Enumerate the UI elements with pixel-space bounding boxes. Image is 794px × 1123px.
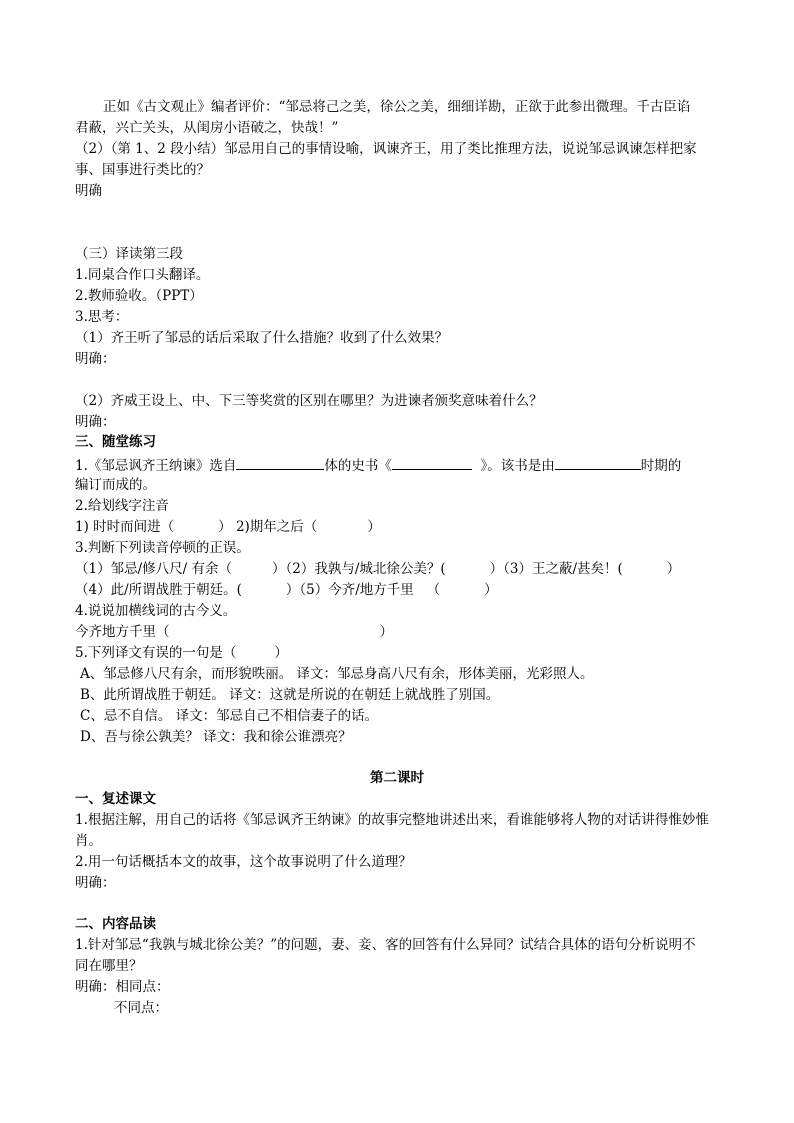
exercise-text: ） 2)期年之后（ (218, 519, 318, 535)
answer-label: 明确 (75, 183, 102, 199)
fill-blank[interactable] (555, 455, 641, 470)
exercise-text: ） (379, 624, 393, 640)
section-title: 二、内容品读 (75, 916, 156, 932)
step-line: 3.思考： (75, 309, 129, 325)
exercise-text: 1.《邹忌讽齐王纳谏》选自 (75, 458, 237, 474)
exercise-line: 3.判断下列读音停顿的正误。 (75, 540, 250, 556)
exercise-text: ）（5）今齐/地方千里 (285, 582, 414, 598)
option-a: A、邹忌修八尺有余，而形貌昳丽。 译文：邹忌身高八尺有余，形体美丽，光彩照人。 (80, 666, 594, 682)
exercise-text: ） (484, 582, 498, 598)
paragraph-line: 正如《古文观止》编者评价：“邹忌将己之美，徐公之美，细细详勘，正欲于此参出微理。千古臣谄 (103, 99, 691, 115)
exercise-text: 体的史书《 (324, 458, 392, 474)
answer-label: 明确： (75, 875, 116, 891)
option-c: C、忌不自信。 译文：邹忌自己不相信妻子的话。 (80, 708, 379, 724)
section-title: （三）译读第三段 (75, 246, 183, 262)
step-line: 2.教师验收。（PPT） (75, 288, 203, 304)
exercise-line: 编订而成的。 (75, 477, 156, 493)
question-line: 事、国事进行类比的？ (75, 162, 210, 178)
question-line: 1.针对邹忌“我孰与城北徐公美？”的问题，妻、妾、客的回答有什么异同？试结合具体的语句分析说明不 (75, 937, 696, 953)
exercise-text: ）（3）王之蔽/甚矣！( (489, 561, 623, 577)
question-line: 1.根据注解，用自己的话将《邹忌讽齐王纳谏》的故事完整地讲述出来，看谁能够将人物的对话讲得惟妙惟 (75, 812, 709, 828)
exercise-line (75, 644, 288, 662)
fill-blank[interactable] (236, 455, 324, 470)
section-title: 三、随堂练习 (75, 434, 156, 450)
exercise-text: 5.下列译文有误的一句是（ (75, 645, 237, 661)
answer-label: 不同点： (114, 1000, 168, 1016)
exercise-text: 1) 时时而间进（ (75, 519, 175, 535)
question-line: （2）齐威王设上、中、下三等奖赏的区别在哪里？为进谏者颁奖意味着什么？ (75, 393, 543, 409)
exercise-line (75, 518, 381, 536)
exercise-text: ） (367, 519, 381, 535)
paragraph-line: 君蔽，兴亡关头，从闺房小语破之，快哉！” (75, 120, 339, 136)
exercise-text: ） (274, 645, 288, 661)
answer-label: 明确：相同点： (75, 979, 170, 995)
section-title: 一、复述课文 (75, 791, 156, 807)
fill-blank[interactable] (392, 455, 472, 470)
exercise-line (75, 455, 681, 475)
exercise-text: 今齐地方千里（ (75, 624, 170, 640)
exercise-text: （ (426, 582, 441, 598)
step-line: 1.同桌合作口头翻译。 (75, 267, 210, 283)
exercise-line: 2.给划线字注音 (75, 498, 169, 514)
exercise-text: ）（2）我孰与/城北徐公美？( (271, 561, 446, 577)
question-line: （2）（第 1、2 段小结）邹忌用自己的事情设喻，讽谏齐王，用了类比推理方法，说说邹忌讽谏怎样把家 (75, 141, 697, 157)
lesson-title: 第二课时 (370, 770, 424, 786)
answer-label: 明确： (75, 351, 116, 367)
exercise-text: （4）此/所谓战胜于朝廷。( (75, 582, 242, 598)
exercise-line (75, 581, 498, 599)
option-b: B、此所谓战胜于朝廷。 译文：这就是所说的在朝廷上就战胜了别国。 (80, 687, 500, 703)
exercise-line (75, 560, 680, 578)
question-line: 同在哪里？ (75, 958, 143, 974)
exercise-text: （1）邹忌/修八尺/ 有余（ (75, 561, 232, 577)
exercise-line (75, 623, 393, 641)
question-line: 2.用一句话概括本文的故事，这个故事说明了什么道理？ (75, 854, 412, 870)
exercise-text: 》。该书是由 (480, 458, 555, 474)
exercise-text: ） (666, 561, 681, 577)
answer-label: 明确： (75, 414, 116, 430)
option-d: D、吾与徐公孰美？ 译文：我和徐公谁漂亮？ (80, 729, 352, 745)
exercise-line: 4.说说加横线词的古今义。 (75, 603, 237, 619)
exercise-text: 时期的 (640, 458, 682, 474)
question-line: （1）齐王听了邹忌的话后采取了什么措施？收到了什么效果？ (75, 330, 449, 346)
question-line: 肖。 (75, 833, 102, 849)
